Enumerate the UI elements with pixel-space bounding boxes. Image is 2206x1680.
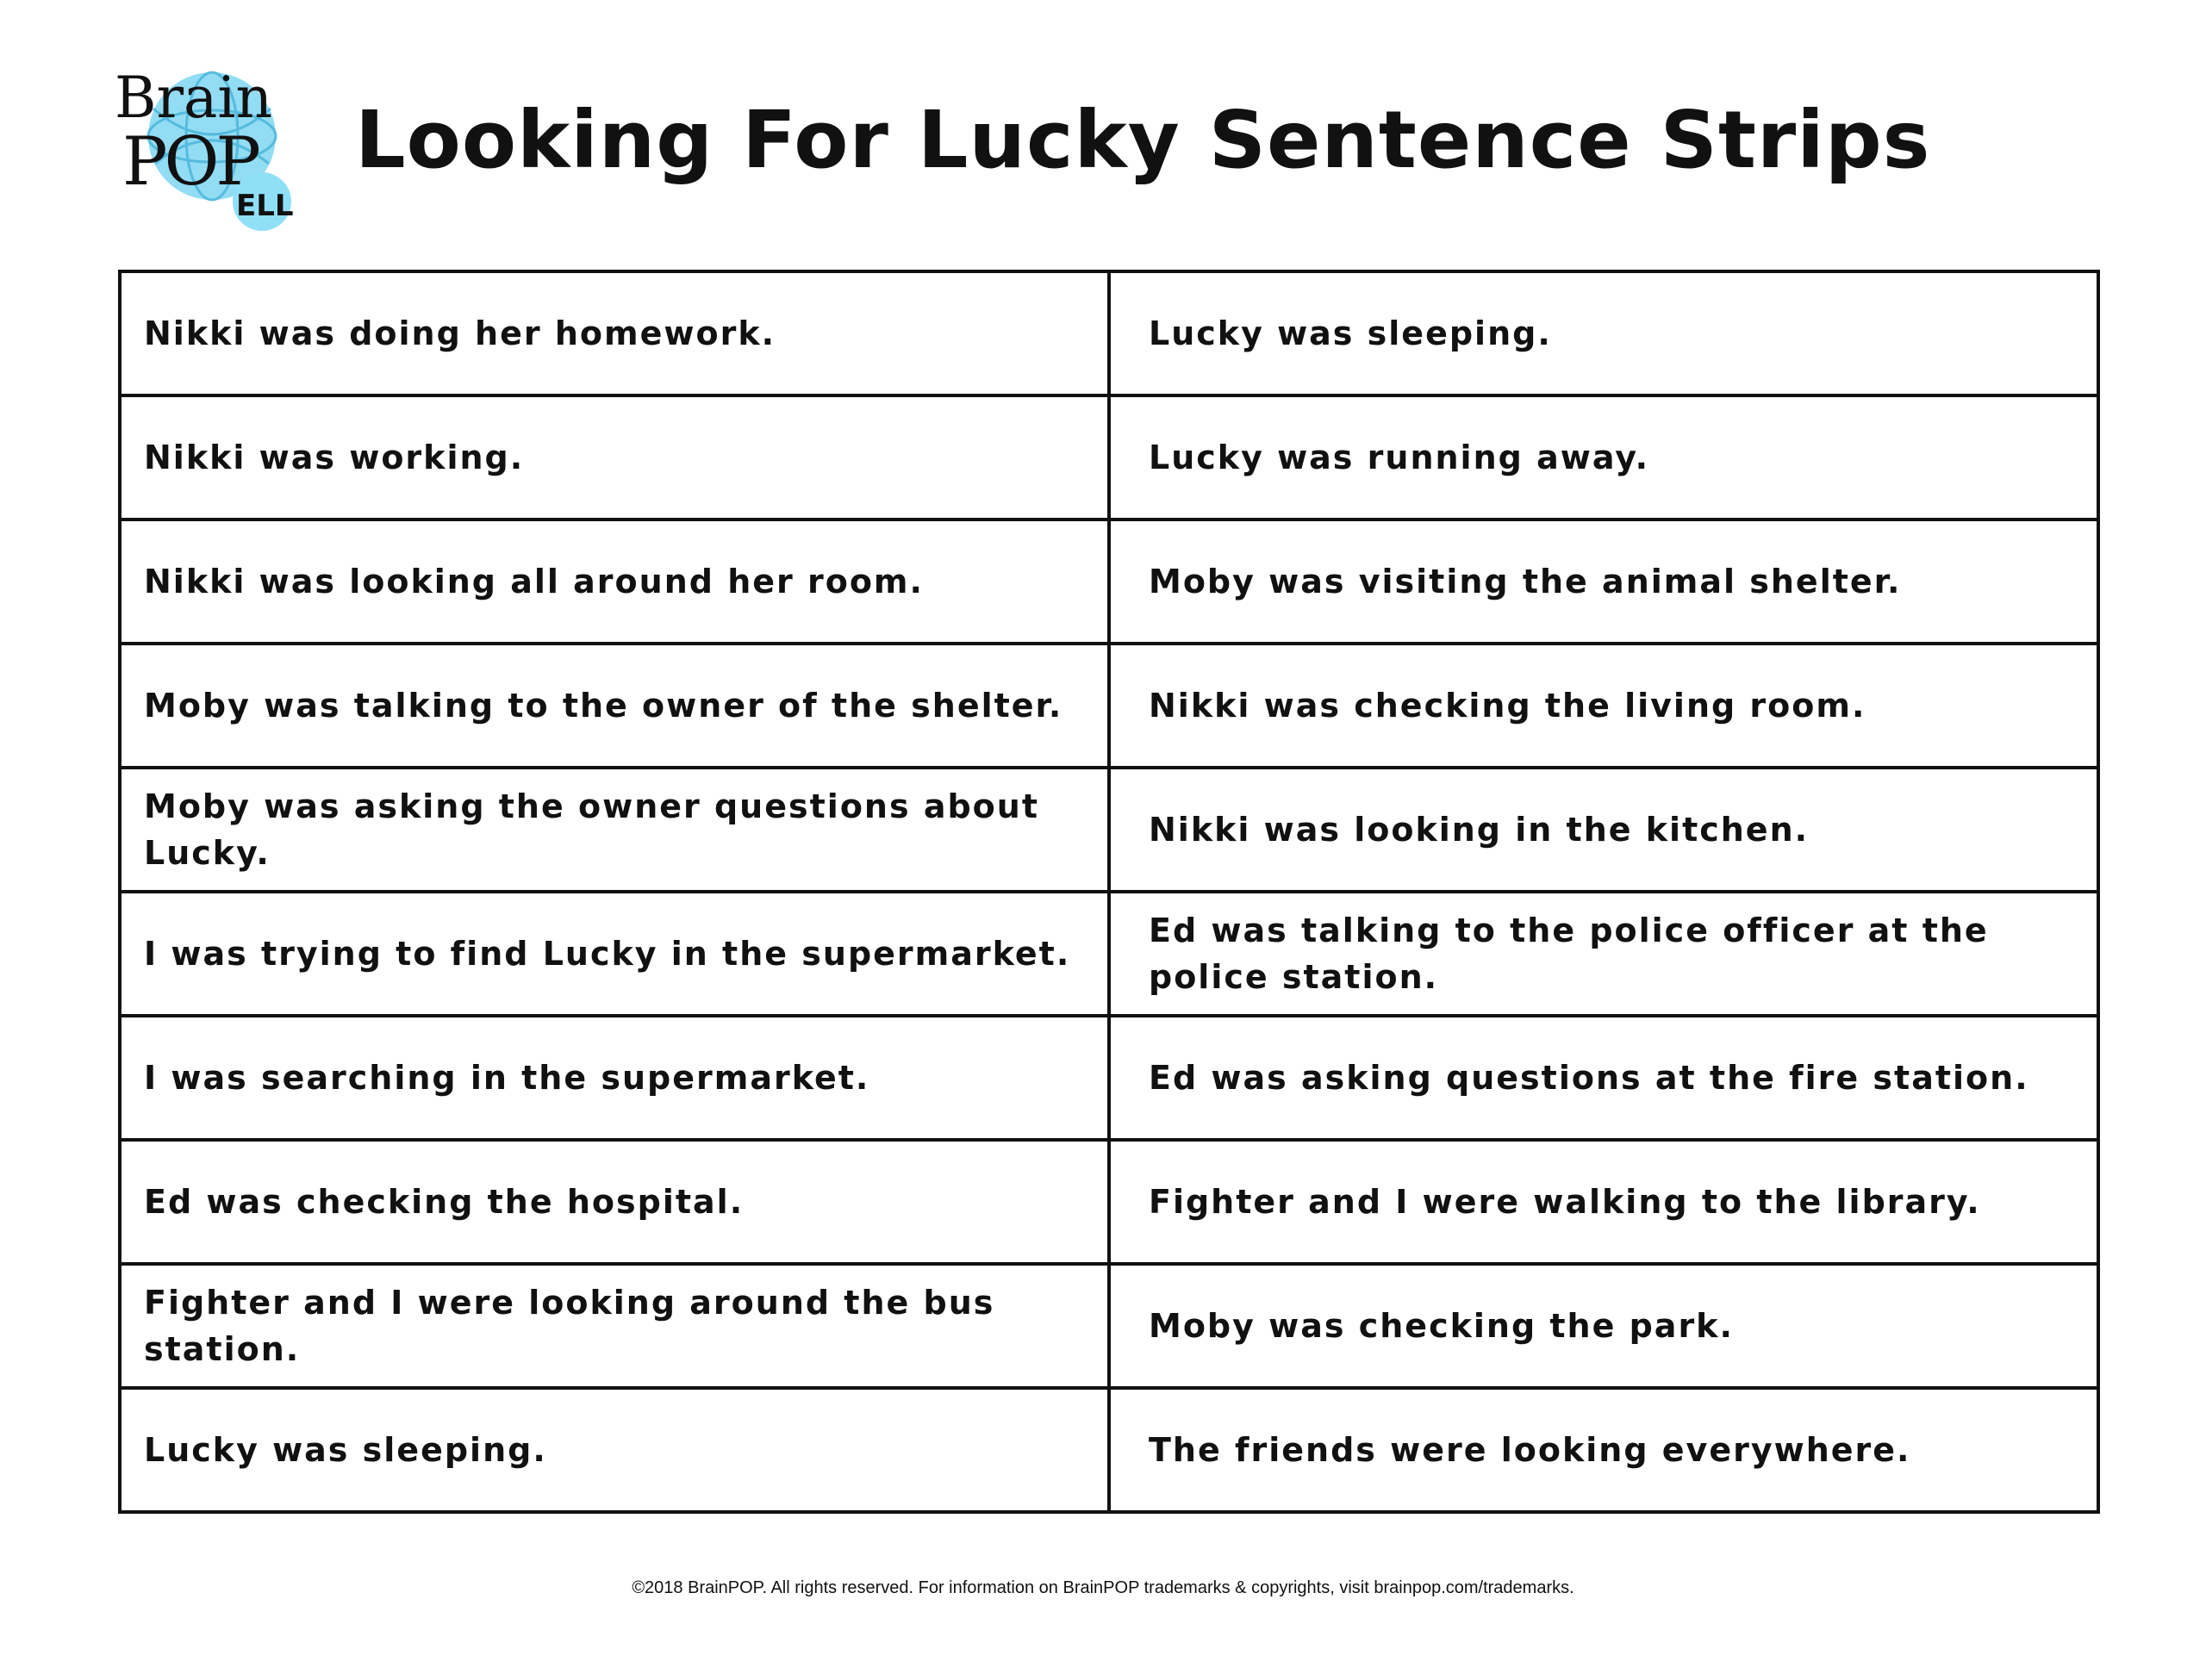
sentence-strips-table — [118, 270, 2100, 1514]
strip-cell: The friends were looking everywhere. — [1109, 1388, 2098, 1512]
page-title: Looking For Lucky Sentence Strips — [355, 94, 1931, 186]
table-row — [120, 395, 2098, 520]
strip-cell: Moby was asking the owner questions about Lucky. — [120, 768, 1109, 892]
table-row — [120, 1264, 2098, 1388]
strip-cell: Ed was asking questions at the fire station. — [1109, 1016, 2098, 1140]
strip-cell: Nikki was checking the living room. — [1109, 644, 2098, 768]
strip-cell: Moby was checking the park. — [1109, 1264, 2098, 1388]
logo-ell-text: ELL — [236, 189, 294, 223]
table-row — [120, 520, 2098, 644]
copyright-footer: ©2018 BrainPOP. All rights reserved. For information on BrainPOP trademarks & copyrights, visit brainpop.com/trademarks. — [632, 1578, 1574, 1597]
table-row — [120, 1388, 2098, 1512]
strip-cell: Nikki was looking all around her room. — [120, 520, 1109, 644]
table-row — [120, 644, 2098, 768]
table-row — [120, 768, 2098, 892]
strip-cell: Fighter and I were walking to the library. — [1109, 1140, 2098, 1264]
strip-cell: Nikki was working. — [120, 395, 1109, 520]
brainpop-ell-logo-graphic — [110, 57, 308, 238]
table-row — [120, 892, 2098, 1016]
strip-cell: Moby was visiting the animal shelter. — [1109, 520, 2098, 644]
brainpop-ell-logo — [110, 57, 308, 238]
strip-cell: I was searching in the supermarket. — [120, 1016, 1109, 1140]
strip-cell: Lucky was sleeping. — [120, 1388, 1109, 1512]
strip-cell: Moby was talking to the owner of the shelter. — [120, 644, 1109, 768]
logo-pop-text: POP — [122, 123, 258, 201]
strip-cell: Nikki was looking in the kitchen. — [1109, 768, 2098, 892]
strip-cell: Fighter and I were looking around the bus station. — [120, 1264, 1109, 1388]
logo-brain-text: Brain — [115, 65, 273, 131]
strip-cell: Lucky was running away. — [1109, 395, 2098, 520]
strip-cell: Nikki was doing her homework. — [120, 271, 1109, 395]
strip-cell: Lucky was sleeping. — [1109, 271, 2098, 395]
table-row — [120, 1016, 2098, 1140]
strip-cell: Ed was checking the hospital. — [120, 1140, 1109, 1264]
table-row — [120, 1140, 2098, 1264]
table-row — [120, 271, 2098, 395]
strip-cell: Ed was talking to the police officer at the police station. — [1109, 892, 2098, 1016]
strip-cell: I was trying to find Lucky in the supermarket. — [120, 892, 1109, 1016]
